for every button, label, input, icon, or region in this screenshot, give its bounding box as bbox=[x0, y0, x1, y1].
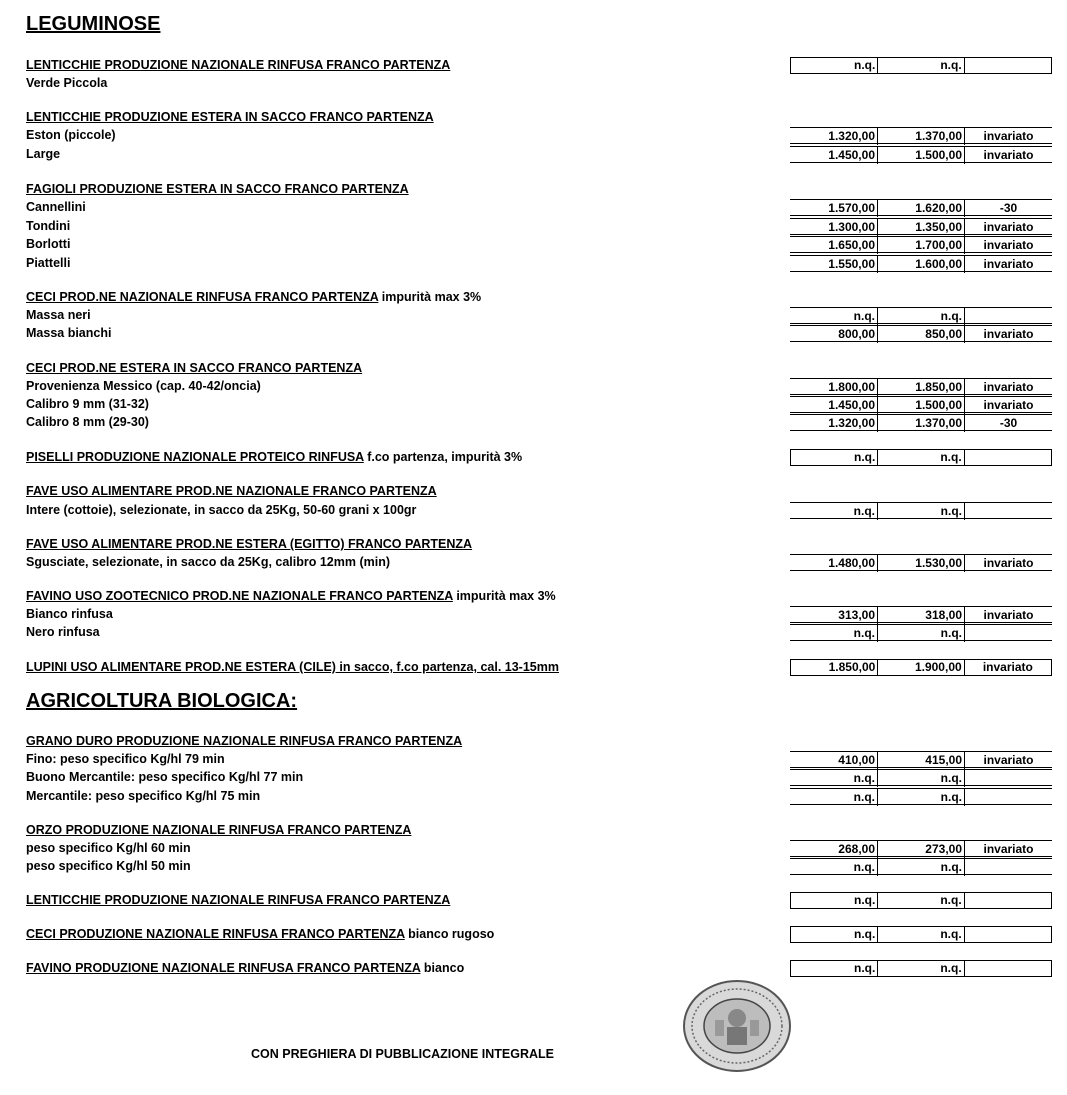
price-variation: invariato bbox=[983, 753, 1034, 767]
section-heading-underlined: LUPINI USO ALIMENTARE PROD.NE ESTERA (CILE) in sacco, f.co partenza, cal. 13-15mm bbox=[26, 660, 559, 674]
item-label: Verde Piccola bbox=[26, 76, 108, 90]
section-heading-underlined: LENTICCHIE PRODUZIONE NAZIONALE RINFUSA FRANCO PARTENZA bbox=[26, 58, 451, 72]
price-row bbox=[790, 606, 1052, 623]
price-variation bbox=[965, 893, 1051, 908]
price-variation bbox=[965, 859, 1052, 876]
price-variation bbox=[965, 503, 1052, 520]
item-label: Buono Mercantile: peso specifico Kg/hl 77 min bbox=[26, 770, 304, 784]
section-heading-note: impurità max 3% bbox=[452, 589, 556, 603]
section-heading-note: bianco rugoso bbox=[404, 927, 495, 941]
price-max: 1.600,00 bbox=[878, 256, 965, 273]
price-max: 1.500,00 bbox=[878, 397, 965, 414]
price-variation: invariato bbox=[983, 398, 1034, 412]
item-label: Eston (piccole) bbox=[26, 128, 116, 142]
price-max: n.q. bbox=[878, 893, 964, 908]
price-row bbox=[790, 218, 1052, 235]
item-label: Mercantile: peso specifico Kg/hl 75 min bbox=[26, 789, 261, 803]
price-variation bbox=[965, 625, 1052, 642]
price-min: 1.320,00 bbox=[790, 128, 878, 145]
section-heading-underlined: LENTICCHIE PRODUZIONE NAZIONALE RINFUSA FRANCO PARTENZA bbox=[26, 893, 451, 907]
section-heading bbox=[26, 823, 411, 837]
price-min: 800,00 bbox=[790, 326, 878, 343]
price-max: n.q. bbox=[878, 961, 964, 976]
section-heading bbox=[26, 290, 481, 304]
section-heading-underlined: ORZO PRODUZIONE NAZIONALE RINFUSA FRANCO PARTENZA bbox=[26, 823, 412, 837]
price-min: 1.850,00 bbox=[791, 660, 878, 675]
price-row bbox=[790, 307, 1052, 324]
section-heading bbox=[26, 660, 559, 674]
price-min: 1.650,00 bbox=[790, 237, 878, 254]
price-min: n.q. bbox=[790, 503, 878, 520]
price-variation: invariato bbox=[983, 129, 1034, 143]
price-min: n.q. bbox=[790, 859, 878, 876]
item-label: Cannellini bbox=[26, 200, 86, 214]
price-variation: invariato bbox=[983, 842, 1034, 856]
price-row bbox=[790, 325, 1052, 342]
section-heading bbox=[26, 484, 437, 498]
price-max: 850,00 bbox=[878, 326, 965, 343]
price-variation bbox=[965, 58, 1051, 73]
item-label: Fino: peso specifico Kg/hl 79 min bbox=[26, 752, 225, 766]
section-heading-underlined: CECI PROD.NE ESTERA IN SACCO FRANCO PARTENZA bbox=[26, 361, 363, 375]
price-max: 1.700,00 bbox=[878, 237, 965, 254]
section-heading bbox=[26, 961, 464, 975]
price-row bbox=[790, 255, 1052, 272]
section-heading bbox=[26, 110, 434, 124]
price-min: 1.450,00 bbox=[790, 397, 878, 414]
price-min: n.q. bbox=[791, 927, 878, 942]
price-max: n.q. bbox=[878, 450, 964, 465]
section-heading-underlined: PISELLI PRODUZIONE NAZIONALE PROTEICO RINFUSA bbox=[26, 450, 364, 464]
price-row bbox=[790, 414, 1052, 431]
item-label: Bianco rinfusa bbox=[26, 607, 113, 621]
price-row bbox=[790, 751, 1052, 768]
price-min: n.q. bbox=[791, 893, 878, 908]
section-heading-underlined: FAVE USO ALIMENTARE PROD.NE ESTERA (EGITTO) FRANCO PARTENZA bbox=[26, 537, 473, 551]
section-heading bbox=[26, 537, 472, 551]
item-label: Nero rinfusa bbox=[26, 625, 100, 639]
price-max: n.q. bbox=[878, 927, 964, 942]
section-heading-note: bianco bbox=[420, 961, 465, 975]
price-row bbox=[790, 127, 1052, 144]
section-heading bbox=[26, 927, 494, 941]
seal-emblem-icon bbox=[683, 980, 791, 1072]
item-label: Massa bianchi bbox=[26, 326, 112, 340]
item-label: Tondini bbox=[26, 219, 71, 233]
section-heading bbox=[26, 361, 362, 375]
price-variation: invariato bbox=[983, 238, 1034, 252]
price-max: 1.900,00 bbox=[878, 660, 964, 675]
price-variation: invariato bbox=[983, 148, 1034, 162]
price-row bbox=[790, 236, 1052, 253]
price-row bbox=[790, 769, 1052, 786]
price-variation bbox=[965, 308, 1052, 325]
price-min: 410,00 bbox=[790, 752, 878, 769]
price-min: n.q. bbox=[790, 789, 878, 806]
section-heading-note: f.co partenza, impurità 3% bbox=[363, 450, 523, 464]
price-max: n.q. bbox=[878, 789, 965, 806]
price-min: 1.480,00 bbox=[790, 555, 878, 572]
item-label: Massa neri bbox=[26, 308, 91, 322]
price-variation: invariato bbox=[982, 660, 1033, 674]
item-label: peso specifico Kg/hl 60 min bbox=[26, 841, 191, 855]
price-row bbox=[790, 378, 1052, 395]
price-min: 1.450,00 bbox=[790, 147, 878, 164]
price-min: 1.800,00 bbox=[790, 379, 878, 396]
price-variation: invariato bbox=[983, 220, 1034, 234]
price-min: 1.570,00 bbox=[790, 200, 878, 217]
price-max: n.q. bbox=[878, 58, 964, 73]
item-label: Calibro 8 mm (29-30) bbox=[26, 415, 149, 429]
price-max: n.q. bbox=[878, 503, 965, 520]
item-label: Large bbox=[26, 147, 61, 161]
price-variation: invariato bbox=[983, 608, 1034, 622]
item-label: Borlotti bbox=[26, 237, 71, 251]
item-label: Sgusciate, selezionate, in sacco da 25Kg, calibro 12mm (min) bbox=[26, 555, 391, 569]
item-label: Provenienza Messico (cap. 40-42/oncia) bbox=[26, 379, 261, 393]
price-max: 1.370,00 bbox=[878, 128, 965, 145]
price-max: 415,00 bbox=[878, 752, 965, 769]
price-row bbox=[790, 554, 1052, 571]
price-max: 1.370,00 bbox=[878, 415, 965, 432]
section-heading-underlined: GRANO DURO PRODUZIONE NAZIONALE RINFUSA FRANCO PARTENZA bbox=[26, 734, 463, 748]
price-max: n.q. bbox=[878, 770, 965, 787]
price-row bbox=[790, 624, 1052, 641]
price-variation bbox=[965, 450, 1051, 465]
price-min: 313,00 bbox=[790, 607, 878, 624]
price-max: 1.500,00 bbox=[878, 147, 965, 164]
price-row bbox=[790, 960, 1052, 977]
price-variation: invariato bbox=[983, 556, 1034, 570]
section-heading bbox=[26, 58, 450, 72]
price-variation bbox=[965, 927, 1051, 942]
price-variation bbox=[965, 789, 1052, 806]
price-max: 1.850,00 bbox=[878, 379, 965, 396]
price-row bbox=[790, 788, 1052, 805]
section-heading bbox=[26, 734, 462, 748]
price-row bbox=[790, 858, 1052, 875]
price-max: n.q. bbox=[878, 625, 965, 642]
section-heading-underlined: FAGIOLI PRODUZIONE ESTERA IN SACCO FRANCO PARTENZA bbox=[26, 182, 409, 196]
price-max: n.q. bbox=[878, 859, 965, 876]
section-heading-underlined: FAVINO PRODUZIONE NAZIONALE RINFUSA FRANCO PARTENZA bbox=[26, 961, 421, 975]
price-variation: -30 bbox=[999, 416, 1018, 430]
price-variation bbox=[965, 961, 1051, 976]
section-heading bbox=[26, 450, 522, 464]
price-variation bbox=[965, 770, 1052, 787]
price-min: n.q. bbox=[791, 58, 878, 73]
price-variation: invariato bbox=[983, 327, 1034, 341]
footer-note: CON PREGHIERA DI PUBBLICAZIONE INTEGRALE bbox=[251, 1047, 555, 1061]
price-row bbox=[790, 502, 1052, 519]
price-row bbox=[790, 449, 1052, 466]
section-heading-underlined: CECI PROD.NE NAZIONALE RINFUSA FRANCO PARTENZA bbox=[26, 290, 379, 304]
title-agricoltura-biologica: AGRICOLTURA BIOLOGICA: bbox=[26, 690, 298, 712]
section-heading bbox=[26, 893, 450, 907]
price-max: 273,00 bbox=[878, 841, 965, 858]
section-heading-underlined: CECI PRODUZIONE NAZIONALE RINFUSA FRANCO PARTENZA bbox=[26, 927, 405, 941]
section-heading-underlined: FAVE USO ALIMENTARE PROD.NE NAZIONALE FRANCO PARTENZA bbox=[26, 484, 437, 498]
price-max: 1.620,00 bbox=[878, 200, 965, 217]
price-min: n.q. bbox=[790, 625, 878, 642]
price-variation: invariato bbox=[983, 257, 1034, 271]
price-row bbox=[790, 892, 1052, 909]
item-label: Intere (cottoie), selezionate, in sacco da 25Kg, 50-60 grani x 100gr bbox=[26, 503, 417, 517]
section-heading-underlined: LENTICCHIE PRODUZIONE ESTERA IN SACCO FRANCO PARTENZA bbox=[26, 110, 434, 124]
price-min: n.q. bbox=[791, 450, 878, 465]
item-label: peso specifico Kg/hl 50 min bbox=[26, 859, 191, 873]
price-row bbox=[790, 840, 1052, 857]
price-min: n.q. bbox=[791, 961, 878, 976]
price-max: 1.350,00 bbox=[878, 219, 965, 236]
section-heading-underlined: FAVINO USO ZOOTECNICO PROD.NE NAZIONALE FRANCO PARTENZA bbox=[26, 589, 453, 603]
price-row bbox=[790, 396, 1052, 413]
price-min: 268,00 bbox=[790, 841, 878, 858]
price-variation: -30 bbox=[999, 201, 1018, 215]
price-variation: invariato bbox=[983, 380, 1034, 394]
item-label: Piattelli bbox=[26, 256, 71, 270]
price-row bbox=[790, 57, 1052, 74]
price-row bbox=[790, 146, 1052, 163]
price-row bbox=[790, 199, 1052, 216]
price-row bbox=[790, 926, 1052, 943]
price-max: 318,00 bbox=[878, 607, 965, 624]
price-min: n.q. bbox=[790, 308, 878, 325]
price-min: 1.320,00 bbox=[790, 415, 878, 432]
price-min: n.q. bbox=[790, 770, 878, 787]
price-row bbox=[790, 659, 1052, 676]
price-max: n.q. bbox=[878, 308, 965, 325]
price-max: 1.530,00 bbox=[878, 555, 965, 572]
title-leguminose: LEGUMINOSE bbox=[26, 13, 161, 35]
section-heading-note: impurità max 3% bbox=[378, 290, 482, 304]
section-heading bbox=[26, 589, 556, 603]
price-min: 1.300,00 bbox=[790, 219, 878, 236]
price-min: 1.550,00 bbox=[790, 256, 878, 273]
section-heading bbox=[26, 182, 409, 196]
item-label: Calibro 9 mm (31-32) bbox=[26, 397, 149, 411]
